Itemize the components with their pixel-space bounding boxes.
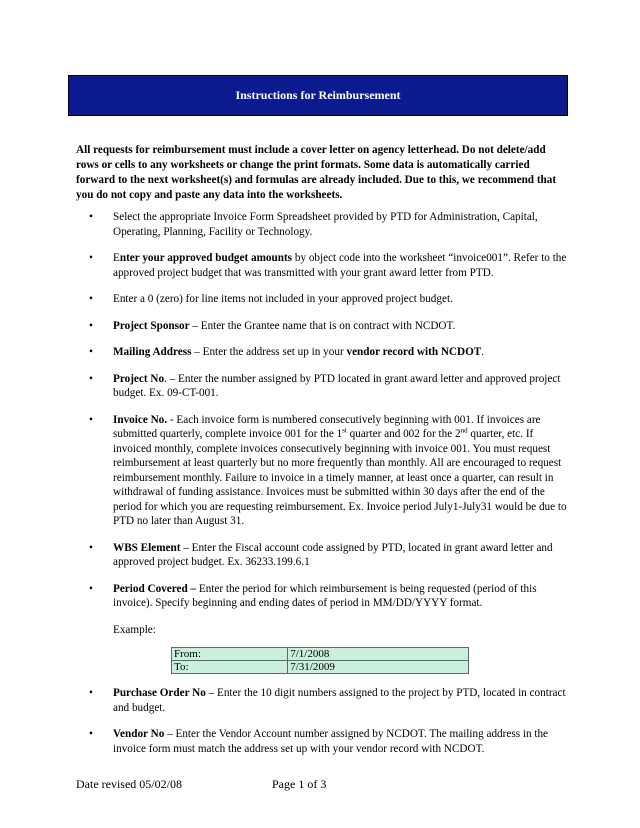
bullet-icon: • bbox=[89, 211, 93, 223]
instruction-list bbox=[76, 210, 571, 768]
from-label: From: bbox=[172, 648, 288, 661]
item-label: Purchase Order No bbox=[113, 687, 206, 699]
bullet-icon: • bbox=[89, 687, 93, 699]
list-item-invoice bbox=[76, 413, 571, 529]
list-item-project-no bbox=[76, 372, 571, 401]
page-title: Instructions for Reimbursement bbox=[235, 88, 401, 102]
item-label: Vendor No bbox=[113, 728, 165, 740]
intro-paragraph: All requests for reimbursement must include a cover letter on agency letterhead. Do not delete/add rows or cells to any worksheets or change the print formats. Some data is automatically carried forward to the next worksheet(s) and formulas are already included. Due to this, we recommend that you do not copy and paste any data into the worksheets. bbox=[76, 144, 557, 201]
item-text: – Enter the 10 digit numbers assigned to the project by PTD, located in contract and budget. bbox=[113, 687, 566, 714]
item-label: nter your approved budget amounts bbox=[119, 252, 293, 264]
item-label: Invoice No. bbox=[113, 413, 168, 426]
item-emphasis: vendor record with NCDOT bbox=[346, 346, 482, 358]
superscript: nd bbox=[460, 426, 468, 435]
bullet-icon: • bbox=[89, 413, 93, 426]
table-row bbox=[172, 661, 469, 674]
revision-date: Date revised 05/02/08 bbox=[76, 777, 182, 791]
page-number: Page 1 of 3 bbox=[272, 777, 327, 791]
item-text: . – Enter the number assigned by PTD located in grant award letter and approved project budget. Ex. 09-CT-001. bbox=[113, 372, 561, 399]
bullet-icon: • bbox=[89, 372, 93, 385]
list-item-sponsor bbox=[76, 319, 571, 334]
bullet-icon: • bbox=[89, 293, 93, 305]
item-text: quarter, etc. If invoiced monthly, complete invoices consecutively beginning with invoice 001. You must request reimbursement at least quarterly but no more frequently than monthly. All are encouraged to request reimbursement monthly. Failure to invoice in a timely manner, at least once a quarter, can result in withdrawal of funding assistance. Invoices must be submitted within 30 days after the end of the period for which you are requesting reimbursement. Ex. Invoice period July1-July31 would be due to PTD no later than August 31. bbox=[113, 428, 567, 527]
item-label: Project Sponsor bbox=[113, 319, 190, 332]
superscript: st bbox=[342, 426, 347, 435]
bullet-icon: • bbox=[89, 541, 93, 554]
item-label: Mailing Address bbox=[113, 346, 192, 358]
item-text: – Enter the Grantee name that is on contract with NCDOT. bbox=[189, 319, 456, 332]
list-item-period bbox=[76, 582, 571, 675]
item-label: Project No bbox=[113, 372, 165, 385]
title-banner bbox=[68, 75, 568, 116]
bullet-icon: • bbox=[89, 252, 93, 264]
list-item-form bbox=[76, 210, 571, 239]
example-table bbox=[171, 647, 469, 674]
bullet-icon: • bbox=[89, 728, 93, 740]
item-text: – Enter the Vendor Account number assigned by NCDOT. The mailing address in the invoice form must match the address set up with your vendor record with NCDOT. bbox=[113, 728, 549, 755]
table-row bbox=[172, 648, 469, 661]
item-text: - Each invoice form is numbered consecutively beginning with 001. If invoices are submitted quarterly, complete invoice 001 for the 1 bbox=[113, 413, 541, 440]
item-text: – Enter the address set up in your bbox=[191, 346, 347, 358]
item-text: Select the appropriate Invoice Form Spreadsheet provided by PTD for Administration, Capital, Operating, Planning, Facility or Technology. bbox=[113, 211, 538, 238]
example-label: Example: bbox=[113, 623, 156, 636]
list-item-wbs bbox=[76, 541, 571, 570]
list-item-zero bbox=[76, 292, 571, 307]
list-item-budget bbox=[76, 251, 571, 280]
list-item-po bbox=[76, 686, 571, 715]
item-label: Period Covered – bbox=[113, 582, 197, 595]
bullet-icon: • bbox=[89, 346, 93, 358]
to-label: To: bbox=[172, 661, 288, 674]
item-text-end: . bbox=[481, 346, 485, 358]
from-value: 7/1/2008 bbox=[288, 648, 469, 661]
item-text: quarter and 002 for the 2 bbox=[346, 428, 461, 440]
item-text: – Enter the Fiscal account code assigned by PTD, located in grant award letter and approved project budget. Ex. 36233.199.6.1 bbox=[113, 541, 553, 568]
bullet-icon: • bbox=[89, 319, 93, 332]
bullet-icon: • bbox=[89, 582, 93, 595]
to-value: 7/31/2009 bbox=[288, 661, 469, 674]
item-text: by object code into the worksheet “invoice001”. Refer to the approved project budget that was transmitted with your grant award letter from PTD. bbox=[113, 252, 567, 279]
list-item-mailing bbox=[76, 345, 571, 360]
item-text: Enter a 0 (zero) for line items not included in your approved project budget. bbox=[113, 293, 453, 305]
item-text-start: E bbox=[113, 252, 120, 264]
list-item-vendor bbox=[76, 727, 571, 756]
item-label: WBS Element bbox=[113, 541, 181, 554]
item-text: Enter the period for which reimbursement is being requested (period of this invoice). Specify beginning and ending dates of period in MM/DD/YYYY format. bbox=[113, 582, 537, 609]
